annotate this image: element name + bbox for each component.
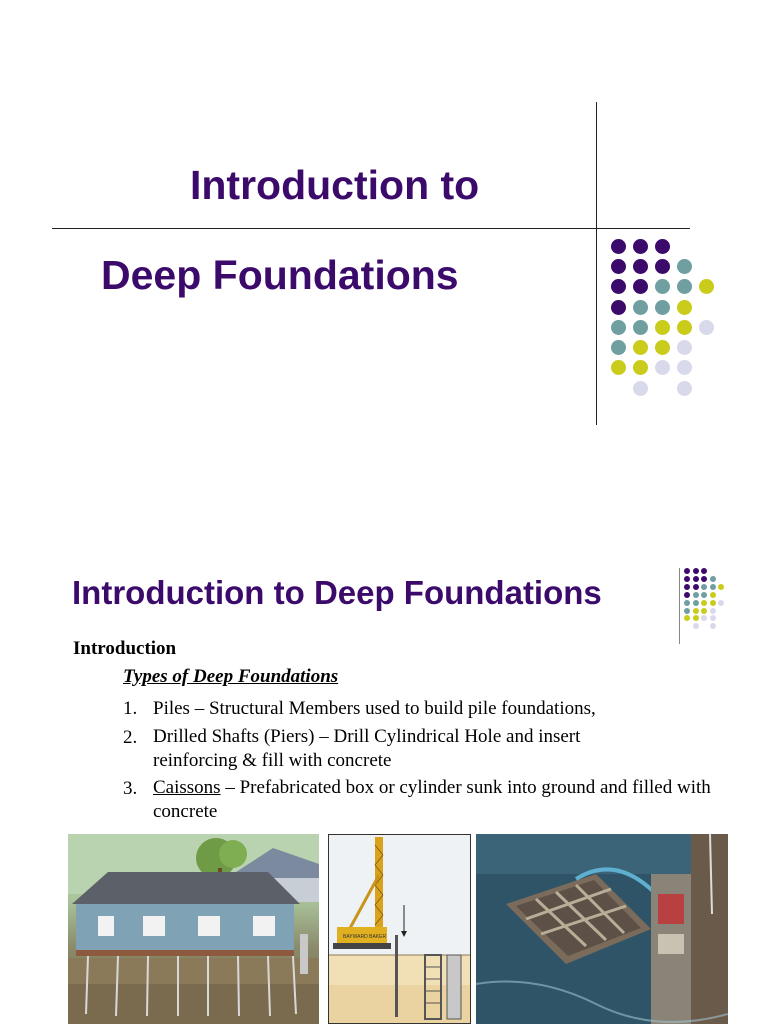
decorative-dot: [701, 576, 707, 582]
decorative-dot: [693, 608, 699, 614]
slide-title: Introduction to Deep Foundations: [72, 574, 602, 611]
decorative-dot: [684, 568, 690, 574]
decorative-dot: [677, 320, 692, 335]
decorative-dot: [699, 320, 714, 335]
decorative-dot: [655, 259, 670, 274]
section-heading: Introduction: [73, 638, 177, 659]
list-item-number: 1.: [123, 698, 138, 719]
decorative-dot: [611, 320, 626, 335]
decorative-dot: [677, 381, 692, 396]
decorative-dot: [701, 615, 707, 621]
house-on-piles-image: [68, 834, 319, 1024]
decorative-dot: [633, 279, 648, 294]
decorative-dot: [693, 568, 699, 574]
decorative-dot: [655, 320, 670, 335]
decorative-dot: [611, 279, 626, 294]
decorative-dot: [633, 259, 648, 274]
decorative-dot: [633, 360, 648, 375]
decorative-dot: [684, 608, 690, 614]
decorative-dot: [611, 239, 626, 254]
decorative-dot: [710, 576, 716, 582]
caissons-description: – Prefabricated box or cylinder sunk into ground and filled with concrete: [153, 777, 711, 822]
decorative-dot: [684, 615, 690, 621]
decorative-dot: [693, 615, 699, 621]
decorative-dot: [693, 592, 699, 598]
decorative-dot: [655, 340, 670, 355]
decorative-dot: [693, 584, 699, 590]
decorative-dot: [701, 608, 707, 614]
caisson-aerial-photo: [476, 834, 728, 1024]
decorative-dot: [677, 360, 692, 375]
decorative-dot: [718, 584, 724, 590]
list-item-text: Piles – Structural Members used to build pile foundations,: [153, 698, 596, 719]
decorative-dot: [633, 239, 648, 254]
content-slide: [0, 512, 768, 1024]
decorative-dot: [701, 592, 707, 598]
decorative-dot: [699, 279, 714, 294]
title-divider-vertical: [596, 102, 597, 425]
decorative-dot: [611, 340, 626, 355]
decorative-dot: [655, 360, 670, 375]
decorative-dot: [655, 300, 670, 315]
decorative-dot: [684, 576, 690, 582]
decorative-dot: [710, 623, 716, 629]
decorative-dot: [633, 381, 648, 396]
rig-label: BAYWARD BAKER: [343, 934, 387, 940]
decorative-dot: [633, 300, 648, 315]
decorative-dot: [684, 592, 690, 598]
slide-title-line-1: Introduction to: [190, 162, 480, 208]
subheading: Types of Deep Foundations: [123, 666, 339, 687]
decorative-dot: [677, 259, 692, 274]
decorative-dot: [655, 279, 670, 294]
decorative-dot: [710, 600, 716, 606]
decorative-dot: [701, 584, 707, 590]
title-divider-horizontal: [52, 228, 690, 229]
decorative-dot: [718, 600, 724, 606]
drill-rig-illustration: [328, 834, 471, 1024]
list-item-number: 3.: [123, 778, 138, 799]
decorative-dot: [693, 623, 699, 629]
decorative-dot: [677, 340, 692, 355]
list-item-number: 2.: [123, 727, 138, 748]
decorative-dot: [693, 600, 699, 606]
decorative-dot: [710, 615, 716, 621]
decorative-dot: [655, 239, 670, 254]
decorative-dot: [710, 592, 716, 598]
slide-title-line-2: Deep Foundations: [101, 252, 459, 298]
decorative-dot: [710, 608, 716, 614]
decorative-dot: [677, 279, 692, 294]
decorative-dot: [710, 584, 716, 590]
caissons-term: Caissons: [153, 777, 221, 798]
decorative-dot: [611, 360, 626, 375]
decorative-dot: [701, 568, 707, 574]
decorative-dot: [684, 584, 690, 590]
decorative-dot: [611, 259, 626, 274]
decorative-dot: [693, 576, 699, 582]
decorative-dot: [684, 600, 690, 606]
list-item-text: [153, 776, 713, 824]
decorative-dot: [633, 320, 648, 335]
decorative-dot: [611, 300, 626, 315]
decorative-dot: [677, 300, 692, 315]
decorative-dot: [701, 600, 707, 606]
title-divider-vertical: [679, 568, 680, 644]
decorative-dot: [633, 340, 648, 355]
list-item-text: Drilled Shafts (Piers) – Drill Cylindrical Hole and insert reinforcing & fill with concrete: [153, 726, 581, 771]
